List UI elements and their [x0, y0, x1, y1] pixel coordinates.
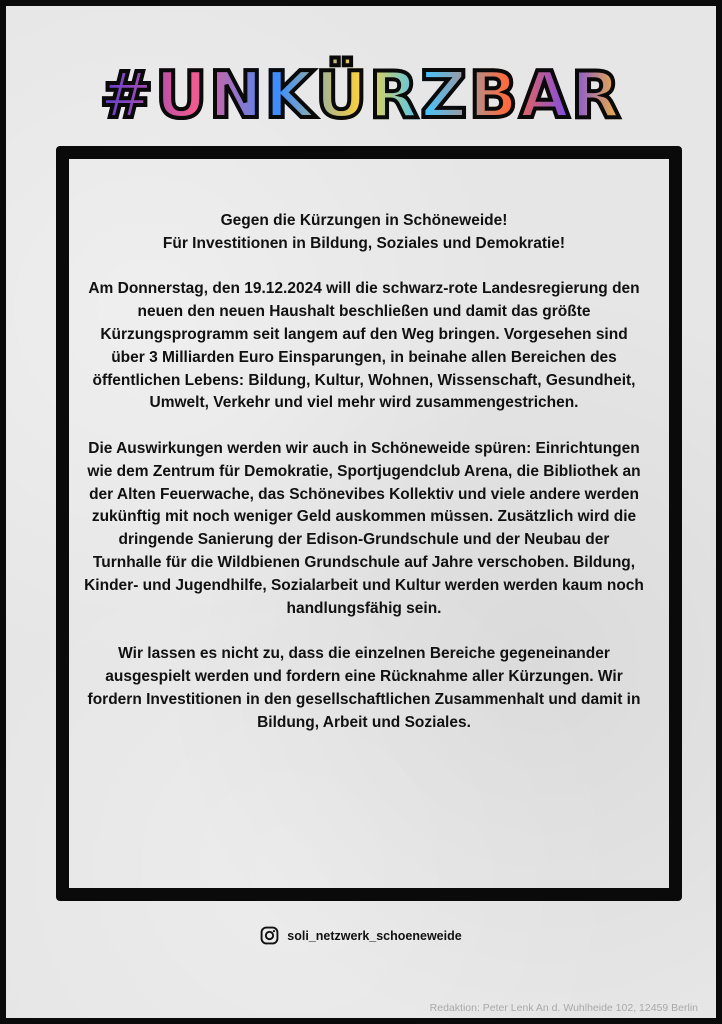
headline	[6, 58, 716, 134]
imprint: Redaktion: Peter Lenk An d. Wuhlheide 102, 12459 Berlin	[429, 1002, 698, 1014]
paragraph-impact: Die Auswirkungen werden wir auch in Schöneweide spüren: Einrichtungen wie dem Zentrum für Demokratie, Sportjugendclub Arena, die Bibliothek an der Alten Feuerwache, das Schönevibes Kollektiv und viele andere werden zukünftig mit noch weniger Geld auskommen müssen. Zusätzlich wird die dringende Sanierung der Edison-Grundschule und der Neubau der Turnhalle für die Wildbienen Grundschule auf Jahre verschoben. Bildung, Kinder- und Jugendhilfe, Sozialarbeit und Kultur werden werden kaum noch handlungsfähig sein.	[84, 439, 644, 617]
intro-line-1: Gegen die Kürzungen in Schöneweide!	[220, 212, 508, 229]
social-handle-row[interactable]	[6, 926, 716, 945]
instagram-handle[interactable]: soli_netzwerk_schoeneweide	[287, 928, 462, 943]
instagram-icon	[260, 926, 279, 945]
intro-line-2: Für Investitionen in Bildung, Soziales und Demokratie!	[162, 234, 566, 252]
intro	[84, 210, 644, 256]
paragraph-announcement: Am Donnerstag, den 19.12.2024 will die schwarz-rote Landesregierung den neuen den neuen Haushalt beschließen und damit das größte Kürzungsprogramm seit langem auf den Weg bringen. Vorgesehen sind über 3 Milliarden Euro Einsparungen, in beinahe allen Bereichen des öffentlichen Lebens: Bildung, Kultur, Wohnen, Wissenschaft, Gesundheit, Umwelt, Verkehr und viel mehr wird zusammengestrichen.	[88, 280, 640, 412]
headline-text: #UNKÜRZBAR	[99, 59, 623, 133]
poster-text	[84, 210, 644, 757]
paragraph-demands: Wir lassen es nicht zu, dass die einzelnen Bereiche gegeneinander ausgespielt werden und fordern eine Rücknahme aller Kürzungen. Wir fordern Investitionen in den gesellschaftlichen Zusammenhalt und damit in Bildung, Arbeit und Soziales.	[87, 645, 641, 731]
